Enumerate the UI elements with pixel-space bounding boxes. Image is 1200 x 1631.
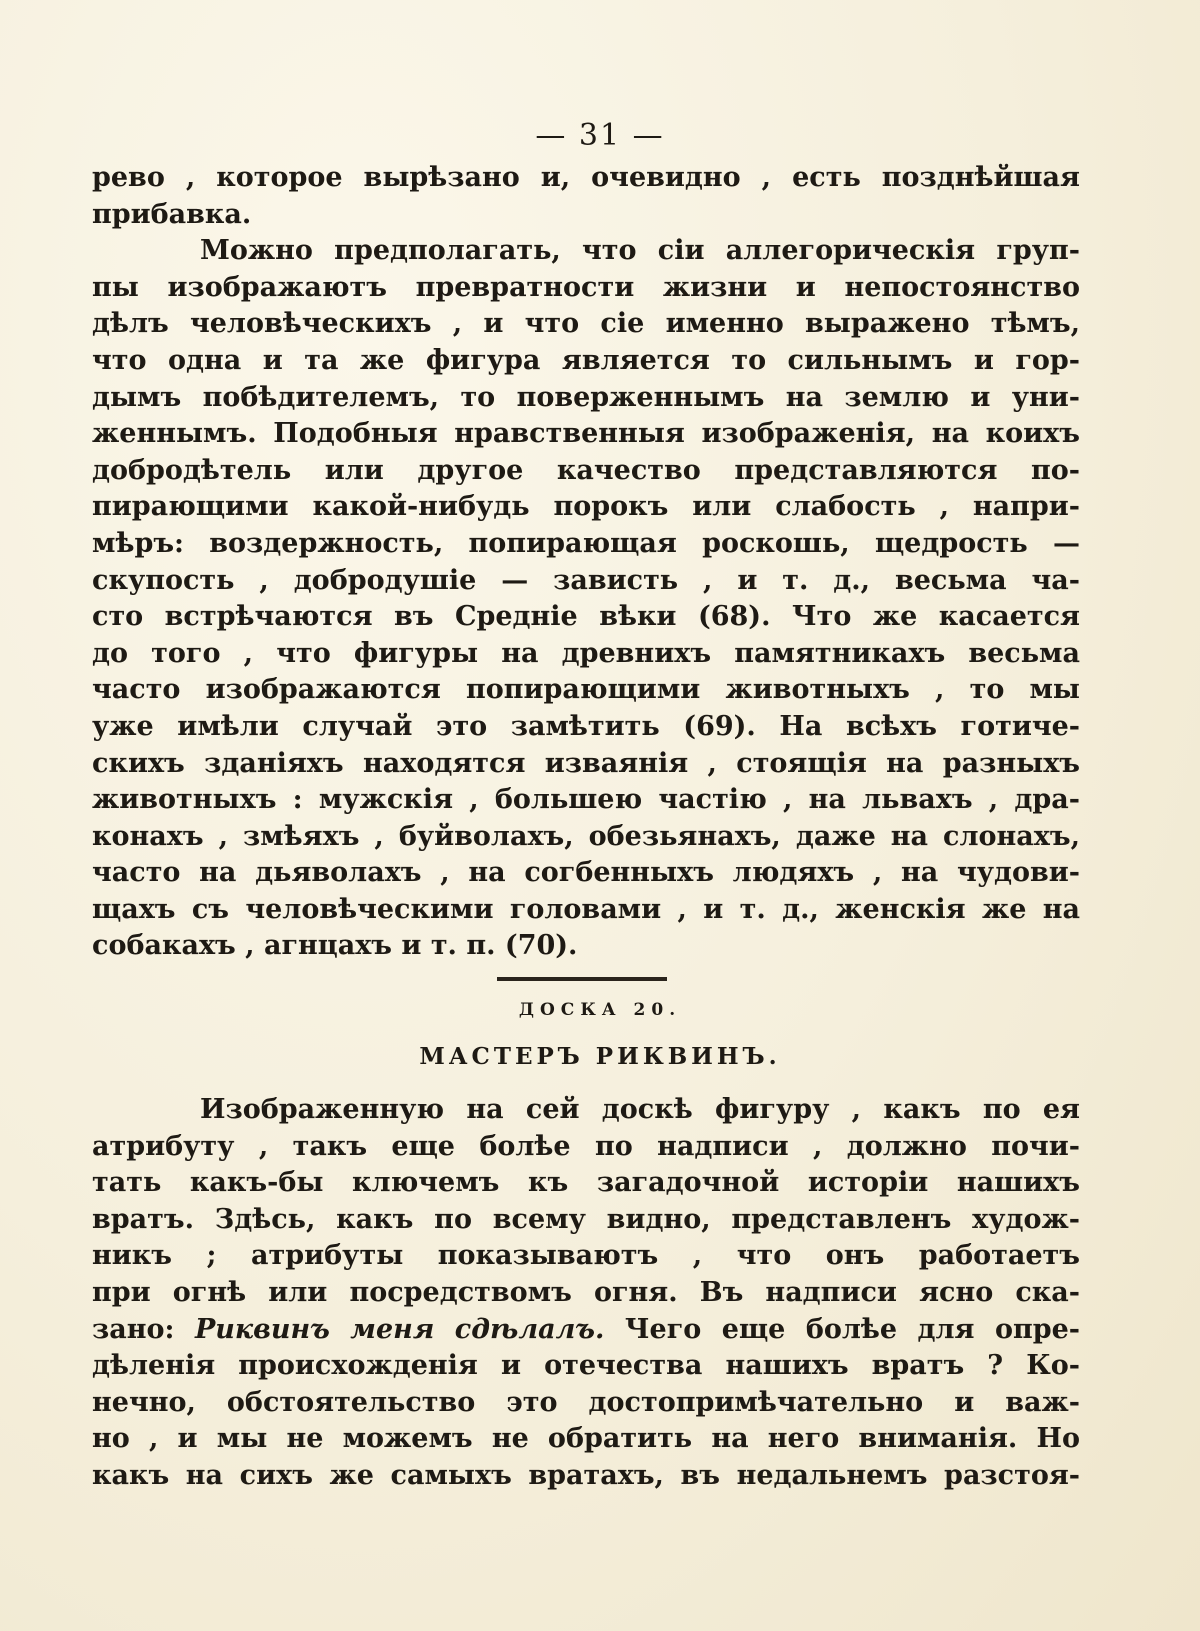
text-line: до того , что фигуры на древнихъ памятникахъ весьма bbox=[92, 637, 1080, 669]
text-line: рево , которое вырѣзано и, очевидно , есть позднѣйшая bbox=[92, 162, 1080, 193]
text-line: какъ на сихъ же самыхъ вратахъ, въ недальнемъ разстоя- bbox=[92, 1459, 1080, 1491]
paragraph-first-line: Можно предполагать, что сіи аллегорическія груп- bbox=[200, 235, 1080, 267]
text-line: дѣлъ человѣческихъ , и что сіе именно выражено тѣмъ, bbox=[92, 308, 1080, 340]
text-line-with-quote bbox=[92, 1312, 1080, 1349]
text-segment: зано: bbox=[92, 1313, 175, 1345]
text-line: собакахъ , агнцахъ и т. п. (70). bbox=[92, 930, 578, 962]
section-divider bbox=[497, 977, 667, 981]
section-title: МАСТЕРЪ РИКВИНЪ. bbox=[419, 1043, 781, 1070]
page-number: — 31 — bbox=[535, 118, 665, 153]
text-line: прибавка. bbox=[92, 198, 252, 230]
paragraph-first-line: Изображенную на сей доскѣ фигуру , какъ по ея bbox=[200, 1094, 1080, 1125]
text-line: пы изображаютъ превратности жизни и непостоянство bbox=[92, 271, 1080, 303]
text-line: дымъ побѣдителемъ, то поверженнымъ на землю и уни- bbox=[92, 381, 1080, 413]
text-line: атрибуту , такъ еще болѣе по надписи , должно почи- bbox=[92, 1130, 1080, 1162]
text-line: что одна и та же фигура является то сильнымъ и гор- bbox=[92, 344, 1080, 376]
text-line: мѣръ: воздержность, попирающая роскошь, щедрость — bbox=[92, 527, 1080, 559]
section-label: ДОСКА 20. bbox=[518, 1000, 682, 1020]
text-line: часто на дьяволахъ , на согбенныхъ людяхъ , на чудови- bbox=[92, 857, 1080, 889]
text-block-section bbox=[92, 1092, 1080, 1495]
text-line: сто встрѣчаются въ Средніе вѣки (68). Что же касается bbox=[92, 601, 1080, 633]
text-line: пирающими какой-нибудь порокъ или слабость , напри- bbox=[92, 491, 1080, 523]
text-block-main bbox=[92, 160, 1080, 965]
text-line: уже имѣли случай это замѣтить (69). На всѣхъ готиче- bbox=[92, 710, 1080, 742]
text-line: дѣленія происхожденія и отечества нашихъ вратъ ? Ко- bbox=[92, 1350, 1080, 1382]
text-line: женнымъ. Подобныя нравственныя изображенія, на коихъ bbox=[92, 418, 1080, 450]
text-line: тать какъ-бы ключемъ къ загадочной исторіи нашихъ bbox=[92, 1167, 1080, 1199]
text-line: скихъ зданіяхъ находятся изваянія , стоящія на разныхъ bbox=[92, 747, 1080, 779]
text-line: добродѣтель или другое качество представляются по- bbox=[92, 454, 1080, 486]
text-line: но , и мы не можемъ не обратить на него вниманія. Но bbox=[92, 1423, 1080, 1455]
text-line: скупость , добродушіе — зависть , и т. д., весьма ча- bbox=[92, 564, 1080, 596]
text-line: часто изображаются попирающими животныхъ , то мы bbox=[92, 674, 1080, 706]
text-line: конахъ , змѣяхъ , буйволахъ, обезьянахъ, даже на слонахъ, bbox=[92, 820, 1080, 852]
text-line: животныхъ : мужскія , большею частію , на львахъ , дра- bbox=[92, 784, 1080, 816]
text-line: при огнѣ или посредствомъ огня. Въ надписи ясно ска- bbox=[92, 1276, 1080, 1308]
text-line: нечно, обстоятельство это достопримѣчательно и важ- bbox=[92, 1386, 1080, 1418]
text-line: щахъ съ человѣческими головами , и т. д., женскія же на bbox=[92, 893, 1080, 925]
text-segment: Чего еще болѣе для опре- bbox=[624, 1313, 1080, 1345]
text-line: никъ ; атрибуты показываютъ , что онъ работаетъ bbox=[92, 1240, 1080, 1272]
text-line: вратъ. Здѣсь, какъ по всему видно, представленъ худож- bbox=[92, 1203, 1080, 1235]
inscription-quote: Риквинъ меня сдѣлалъ. bbox=[194, 1313, 605, 1345]
